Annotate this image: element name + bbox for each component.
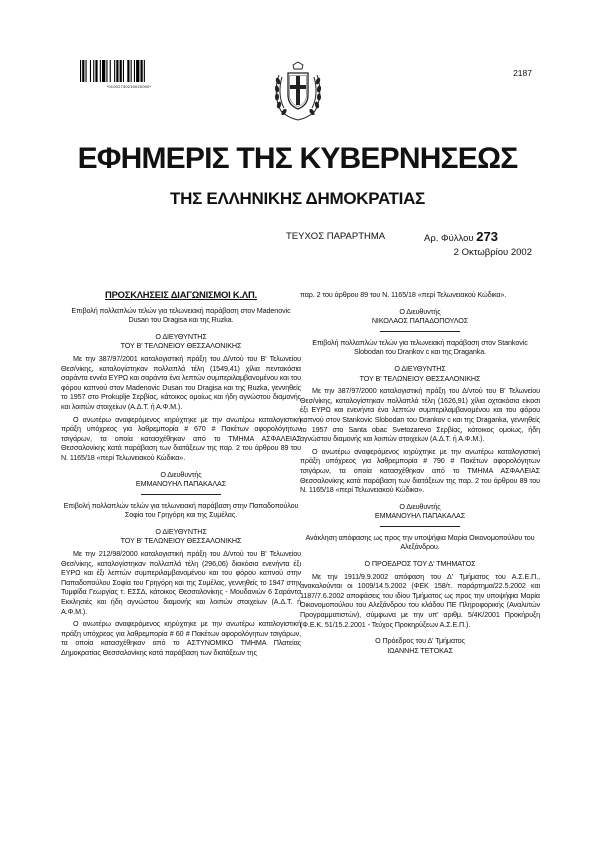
issue-type: ΤΕΥΧΟΣ ΠΑΡΑΡΤΗΜΑ (286, 231, 386, 242)
notice-intro: Ανάκληση απόφασης ως προς την υποψήφια Μαρία Οικονομοπούλου του Αλεξάνδρου. (305, 532, 535, 552)
signatory-name: ΕΜΜΑΝΟΥΗΛ ΠΑΠΑΚΑΛΑΣ (135, 479, 227, 489)
authority-line: Ο ΠΡΟΕΔΡΟΣ ΤΟΥ Δ' ΤΜΗΜΑΤΟΣ (364, 559, 476, 569)
signatory-role: Ο Διευθυντής (399, 501, 441, 511)
notice-paragraph: Με την 387/97/2001 καταλογιστική πράξη του Δ/ντού του Β' Τελωνείου Θεσ/νίκης, καταλογίστηκαν πολλαπλά τέλη (1549,41) χίλια πεντακόσια σαράντα εννέα ΕΥΡΩ και σαράντα ένα λεπτών συμπεριλαμβανομένου και του φόρου καπνού στον Madenovic Dusan του Dragisa και της Ruzka, γεννηθείς το 1957 στο Prokuplje Σερβίας, κάτοικος ομοίως και ήδη αγνώστου διαμονής και λοιπών στοιχείων (Α.Δ.Τ. ή Α.Φ.Μ.). (61, 353, 301, 411)
sheet-number: 273 (476, 229, 498, 244)
authority-line: Ο ΔΙΕΥΘΥΝΤΗΣ (155, 331, 207, 341)
page-number: 2187 (513, 68, 532, 78)
right-column (300, 290, 540, 655)
notice-intro: Επιβολή πολλαπλών τελών για τελωνειακή παράβαση στον Stankovic Slobodan του Drankov c και της Draganka. (312, 337, 528, 357)
notice-paragraph: Με την 212/98/2000 καταλογιστική πράξη του Δ/ντού του Β' Τελωνείου Θεσ/νίκης, καταλογίστηκαν πολλαπλά τέλη (296,06) διακόσια ενενήντα έξι ΕΥΡΩ και έξι λεπτών συμπεριλαμβανομένου και του φόρου καπνού στην Παπαδοπούλου Σοφία του Γρηγόρη και της Συμέλας, γεννηθείς το 1947 στην Τυμφίδα Γεωργίας τ. ΕΣΣΔ, κάτοικος Θεσσαλονίκης - Μουδανιών 6 Σαράντα Εκκλησιές και ήδη αγνώστου διαμονής και λοιπών στοιχείων (Α.Δ.Τ. ή Α.Φ.Μ.). (61, 549, 301, 616)
authority-line: Ο ΔΙΕΥΘΥΝΤΗΣ (394, 363, 446, 373)
notice-paragraph: Ο ανωτέρω αναφερόμενος κηρύχτηκε με την ανωτέρω καταλογιστική πράξη υπόχρεος για λαθρεμπορία # 670 # Πακέτων αφορολόγητων τσιγάρων, τα οποία κατασχέθηκαν από το ΤΜΗΜΑ ΑΣΦΑΛΕΙΑΣ Θεσσαλονίκης κατά παράβαση των διατάξεων της παρ. 2 του άρθρου 89 του Ν. 1165/18 «περί Τελωνειακού Κώδικα». (61, 414, 301, 462)
sheet-number-line (424, 229, 498, 244)
signatory-role: Ο Διευθυντής (160, 469, 202, 479)
sheet-label: Αρ. Φύλλου (424, 233, 474, 244)
notice-intro: Επιβολή πολλαπλών τελών για τελωνειακή παράβαση στον Madenovic Dusan του Dragisa και της Ruzka. (71, 305, 291, 325)
divider (141, 494, 221, 495)
issue-date: 2 Οκτωβρίου 2002 (453, 247, 532, 258)
barcode (80, 60, 178, 82)
section-heading: ΠΡΟΣΚΛΗΣΕΙΣ ΔΙΑΓΩΝΙΣΜΟΙ Κ.ΛΠ. (105, 289, 257, 300)
notice-paragraph: Με την 387/97/2000 καταλογιστική πράξη του Δ/ντού του Β' Τελωνείου Θεσ/νίκης, καταλογίστηκαν πολλαπλά τέλη (1626,91) χίλια οχτακόσια είκοσι έξι ΕΥΡΩ και ενενήντα ένα λεπτών συμπεριλαμβανομένου και του φόρου καπνού στον Stankovic Slobodan του Drankov c και της Draganka, γεννηθείς το 1957 στο Santa obac Svetozarevo Σερβίας, κάτοικος ομοίως, ήδη αγνώστου διαμονής και λοιπών στοιχείων (Α.Δ.Τ. ή Α.Φ.Μ.). (300, 386, 540, 444)
notice-paragraph: Ο ανωτέρω αναφερόμενος κηρύχτηκε με την ανωτέρω καταλογιστική πράξη υπόχρεος για λαθρεμπορία # 790 # Πακέτων αφορολόγητων τσιγάρων, τα οποία κατασχέθηκαν από το ΤΜΗΜΑ ΑΣΦΑΛΕΙΑΣ Θεσσαλονίκης κατά παράβαση των διατάξεων της παρ. 2 του άρθρου 89 του Ν. 1165/18 «περί Τελωνειακού Κώδικα». (300, 446, 540, 495)
notice-paragraph: Ο ανωτέρω αναφερόμενος κηρύχτηκε με την ανωτέρω καταλογιστική πράξη υπόχρεος για λαθρεμπορία # 60 # Πακέτων αφορολόγητων τσιγάρων, τα οποία κατασχέθηκαν από το ΑΣΤΥΝΟΜΙΚΟ ΤΜΗΜΑ Πλατείας Δημοκρατίας Θεσσαλονίκης κατά παράβαση των διατάξεων της (61, 619, 301, 657)
gazette-subtitle: ΤΗΣ ΕΛΛΗΝΙΚΗΣ ΔΗΜΟΚΡΑΤΙΑΣ (170, 189, 425, 208)
authority-line: ΤΟΥ Β' ΤΕΛΩΝΕΙΟΥ ΘΕΣΣΑΛΟΝΙΚΗΣ (120, 341, 242, 351)
notice-intro: Επιβολή πολλαπλών τελών για τελωνειακή παράβαση στην Παπαδοπούλου Σοφία του Γρηγόρη και της Συμέλας. (63, 500, 299, 520)
authority-line: ΤΟΥ Β' ΤΕΛΩΝΕΙΟΥ ΘΕΣΣΑΛΟΝΙΚΗΣ (120, 536, 242, 546)
authority-line: ΤΟΥ Β' ΤΕΛΩΝΕΙΟΥ ΘΕΣΣΑΛΟΝΙΚΗΣ (359, 373, 481, 383)
signatory-name: ΙΩΑΝΝΗΣ ΤΕΤΟΚΑΣ (387, 645, 453, 655)
notice-paragraph: Με την 1911/9.9.2002 απόφαση του Δ' Τμήματος του Α.Σ.Ε.Π., ανακαλούνται οι 1009/14.5.2002 (ΦΕΚ 158/τ. παράρτημα/22.5.2002 και 1187/7.6.2002 αποφάσεις του ιδίου Τμήματος ως προς την υποψήφια Μαρία Οικονομοπούλου του Αλεξάνδρου του κλάδου ΠΕ Πληροφορικής (Αναλυτών Προγραμματιστών), σύμφωνα με την υπ' αριθμ. 5/4Κ/2001 Προκήρυξη (Φ.Ε.Κ. 51/15.2.2001 - Τεύχος Προκηρύξεων Α.Σ.Ε.Π.). (300, 571, 540, 629)
divider (380, 331, 460, 332)
gazette-title: ΕΦΗΜΕΡΙΣ ΤΗΣ ΚΥΒΕΡΝΗΣΕΩΣ (77, 142, 518, 175)
authority-line: Ο ΔΙΕΥΘΥΝΤΗΣ (155, 526, 207, 536)
divider (380, 526, 460, 527)
left-column (61, 290, 301, 658)
notice-paragraph-continued: παρ. 2 του άρθρου 89 του Ν. 1165/18 «περί Τελωνειακού Κώδικα». (300, 290, 507, 299)
greek-coat-of-arms-emblem (271, 61, 325, 123)
signatory-role: Ο Διευθυντής (399, 306, 441, 316)
signatory-name: ΕΜΜΑΝΟΥΗΛ ΠΑΠΑΚΑΛΑΣ (374, 511, 466, 521)
signatory-name: ΝΙΚΟΛΑΟΣ ΠΑΠΑΔΟΠΟΥΛΟΣ (371, 316, 469, 326)
signatory-role: Ο Πρόεδρος του Δ' Τμήματος (375, 636, 465, 646)
barcode-number: *01002730210020000* (106, 84, 152, 89)
